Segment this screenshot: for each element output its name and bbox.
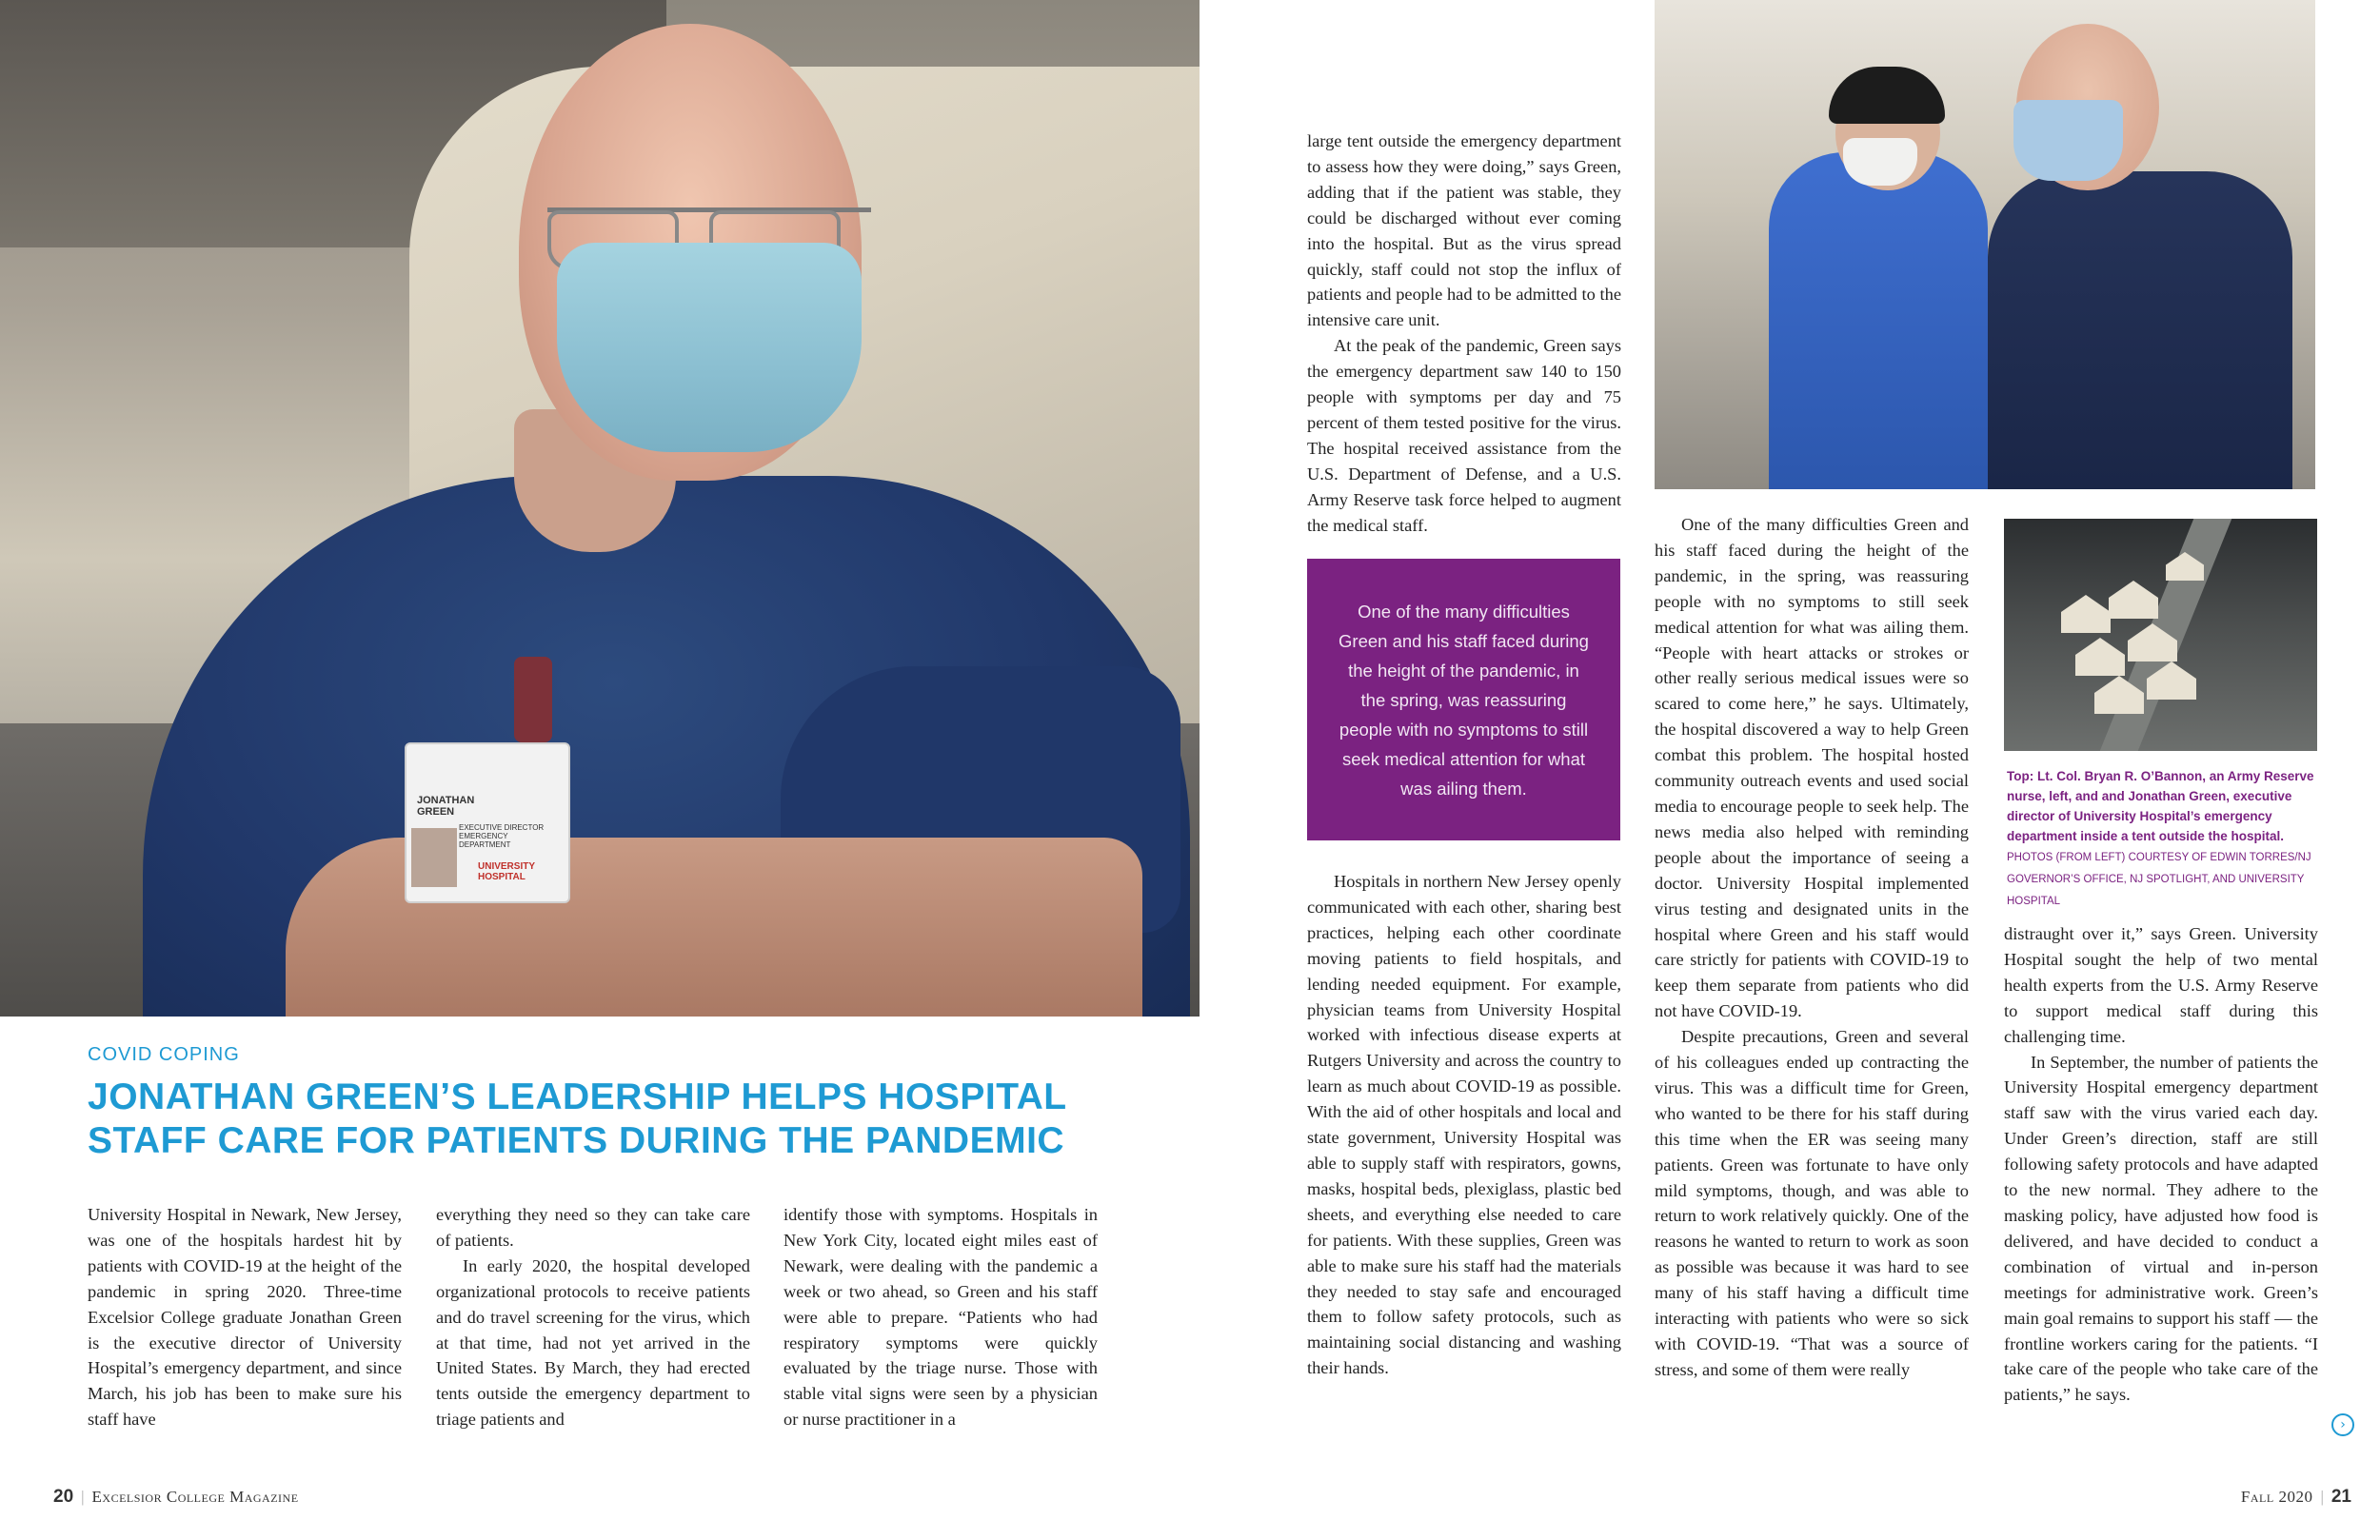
caption-credit: PHOTOS (FROM LEFT) COURTESY OF EDWIN TORRES/NJ GOVERNOR’S OFFICE, NJ SPOTLIGHT, AND UNIVERSITY HOSPITAL bbox=[2007, 852, 2311, 907]
aerial-tents-photo bbox=[2004, 519, 2317, 751]
paragraph: distraught over it,” says Green. University Hospital sought the help of two mental health experts from the U.S. Army Reserve to support medical staff during this challenging time. bbox=[2004, 924, 2318, 1046]
paragraph: everything they need so they can take care of patients. bbox=[436, 1205, 750, 1250]
paragraph: identify those with symptoms. Hospitals in New York City, located eight miles east of Newark, were dealing with the pandemic a week or two ahead, so Green and his staff were able to prepare. “Patients who had respiratory symptoms were quickly evaluated by the triage nurse. Those with stable vital signs were seen by a physician or nurse practitioner in a bbox=[783, 1205, 1098, 1430]
paragraph: One of the many difficulties Green and his staff faced during the height of the pandemic, in the spring, was reassuring people with no symptoms to still seek medical attention for what was ailing them. “People with heart attacks or strokes or other really serious medical issues were so scared to come here,” he says. Ultimately, the hospital discovered a way to help Green combat this problem. The hospital hosted community outreach events and used social media to encourage people to seek help. The news media also helped with reminding people about the importance of seeing a doctor. University Hospital implemented virus testing and designated units in the hospital where Green and his staff would care strictly for patients with COVID-19 to keep them separate from patients who did not have COVID-19. bbox=[1655, 515, 1969, 1021]
body-column-3 bbox=[783, 1202, 1098, 1432]
paragraph: Despite precautions, Green and several of his colleagues ended up contracting the virus. This was a difficult time for Green, who wanted to be there for his staff during this time when the ER was seeing many patients. Green was fortunate to have only mild symptoms, though, and was able to return to work relatively quickly. One of the reasons he wanted to return to work as soon as possible was because it was hard to see many of his staff having a difficult time interacting with patients who were so sick with COVID-19. “That was a source of stress, and some of them were really bbox=[1655, 1027, 1969, 1379]
footer-left: 20 | Excelsior College Magazine bbox=[53, 1487, 299, 1507]
body-column-1 bbox=[88, 1202, 402, 1432]
article-headline bbox=[88, 1076, 1230, 1163]
paragraph: In early 2020, the hospital developed organizational protocols to receive patients and do travel screening for the virus, which at that time, had not yet arrived in the United States. By March, they had erected tents outside the emergency department to triage patients and bbox=[436, 1255, 750, 1430]
body-column-2 bbox=[436, 1202, 750, 1432]
body-column-4-bottom bbox=[1307, 869, 1621, 1381]
badge-hospital: UNIVERSITY HOSPITAL bbox=[478, 861, 535, 882]
paragraph: Hospitals in northern New Jersey openly communicated with each other, sharing best practices, helping each other coordinate moving patients to field hospitals, and lending needed equipment. For example, physician teams from University Hospital worked with infectious disease experts at Rutgers University and across the country to learn as much about COVID-19 as possible. With the aid of other hospitals and local and state government, University Hospital was able to supply staff with respirators, gowns, masks, hospital beds, plexiglass, plastic bed sheets, and everything else needed to care for patients. With these supplies, Green was able to make sure his staff had the materials they needed to stay safe and encouraged them to follow safety protocols, such as maintaining social distancing and washing their hands. bbox=[1307, 872, 1621, 1378]
issue-date: Fall 2020 bbox=[2240, 1488, 2313, 1506]
page-number-right: 21 bbox=[2330, 1487, 2351, 1507]
magazine-title: Excelsior College Magazine bbox=[91, 1488, 299, 1506]
body-column-4-top bbox=[1307, 128, 1621, 539]
body-column-6 bbox=[2004, 921, 2318, 1408]
headline-line-1: JONATHAN GREEN’S LEADERSHIP HELPS HOSPITAL bbox=[88, 1076, 1067, 1117]
body-column-5 bbox=[1655, 512, 1969, 1383]
paragraph: large tent outside the emergency department to assess how they were doing,” says Green, adding that if the patient was stable, they could be discharged without ever coming into the hospital. But as the virus spread quickly, staff could not stop the influx of patients and people had to be admitted to the intensive care unit. bbox=[1307, 131, 1621, 330]
article-kicker: COVID COPING bbox=[88, 1044, 240, 1065]
photo-caption bbox=[2007, 766, 2319, 912]
paragraph: In September, the number of patients the University Hospital emergency department staff saw with the virus varied each day. Under Green’s direction, staff are still following safety protocols and have adapted to the new normal. They adhere to the masking policy, have adjusted how food is delivered, and have decided to conduct a combination of virtual and in-person meetings for administrative work. Green’s main goal remains to support his staff — the frontline workers caring for the patients. “I take care of the people who take care of the patients,” he says. bbox=[2004, 1052, 2318, 1405]
paragraph: At the peak of the pandemic, Green says the emergency department saw 140 to 150 people with symptoms per day and 75 percent of them tested positive for the virus. The hospital received assistance from the U.S. Department of Defense, and a U.S. Army Reserve task force helped to augment the medical staff. bbox=[1307, 336, 1621, 535]
paragraph: University Hospital in Newark, New Jersey, was one of the hospitals hardest hit by patients with COVID-19 at the height of the pandemic in spring 2020. Three-time Excelsior College graduate Jonathan Green is the executive director of University Hospital’s emergency department, and since March, his job has been to make sure his staff have bbox=[88, 1205, 402, 1430]
page-number-left: 20 bbox=[53, 1487, 74, 1507]
badge-name: JONATHAN GREEN bbox=[417, 795, 475, 818]
headline-line-2: STAFF CARE FOR PATIENTS DURING THE PANDEMIC bbox=[88, 1120, 1065, 1161]
main-photo-jonathan-green bbox=[0, 0, 1200, 1017]
tent-photo-two-staff bbox=[1655, 0, 2315, 489]
badge-dept: EXECUTIVE DIRECTOR EMERGENCY DEPARTMENT bbox=[459, 823, 545, 849]
footer-right: Fall 2020 | 21 bbox=[2240, 1487, 2351, 1507]
pull-quote-text: One of the many difficulties Green and his staff faced during the height of the pandemic, in the spring, was reassuring people with no symptoms to still seek medical attention for what was ailing them. bbox=[1339, 601, 1589, 799]
pull-quote bbox=[1307, 559, 1620, 840]
caption-lead: Top: Lt. Col. Bryan R. O’Bannon, an Army Reserve nurse, left, and and Jonathan Green, executive director of University Hospital’s emergency department inside a tent outside the hospital. bbox=[2007, 769, 2314, 843]
arrow-right-circle-icon[interactable]: › bbox=[2331, 1413, 2354, 1436]
